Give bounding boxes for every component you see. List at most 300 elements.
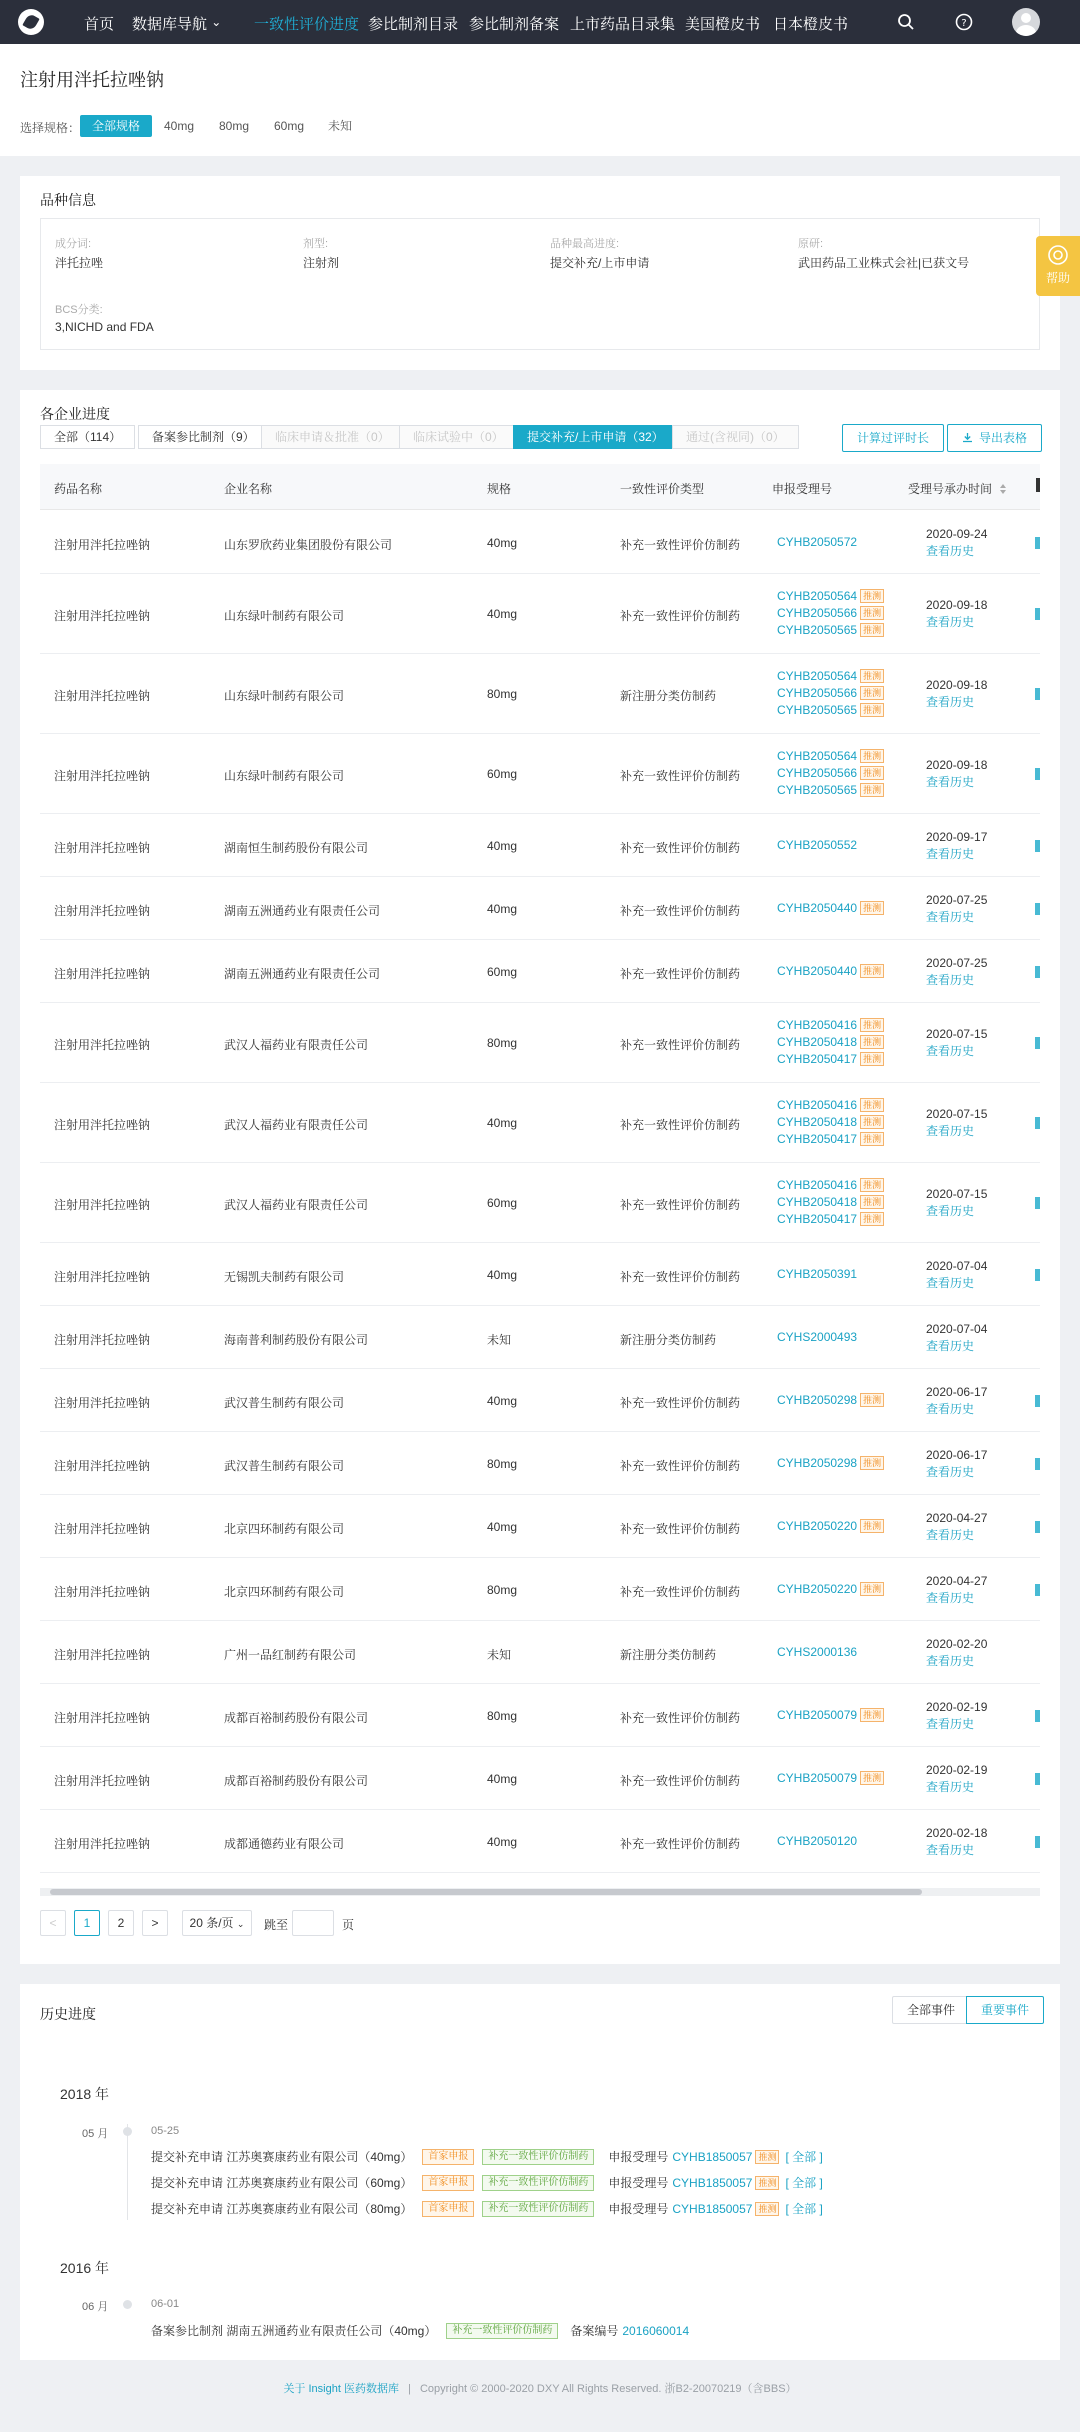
page-2[interactable]: 2 [108, 1910, 134, 1936]
field-key-ingredient: 成分词: [55, 238, 92, 250]
inferred-tag: 推测 [860, 606, 884, 620]
export-label: 导出表格 [979, 431, 1028, 445]
company-name: 湖南恒生制药股份有限公司 [224, 841, 369, 855]
date-cell [926, 1106, 987, 1140]
date-value: 2020-09-18 [926, 758, 988, 772]
date-cell [926, 1636, 987, 1670]
date-value: 2020-06-17 [926, 1448, 988, 1462]
day-05-25: 05-25 [151, 2125, 180, 2137]
view-history-link[interactable]: 查看历史 [926, 615, 975, 629]
date-value: 2020-07-25 [926, 956, 988, 970]
col-edge [1036, 478, 1040, 492]
spec-value: 40mg [487, 1520, 518, 1534]
tab-clinical-trial[interactable]: 临床试验中（0） [399, 425, 518, 449]
inferred-tag: 推测 [860, 1018, 884, 1032]
logo-icon[interactable] [18, 9, 44, 35]
code-item [777, 1131, 884, 1148]
code-link[interactable]: CYHB2050416 [777, 1098, 858, 1112]
all-link[interactable]: [ 全部 ] [785, 2150, 823, 2164]
code-item [777, 782, 884, 799]
table-row [40, 877, 1040, 940]
table-row [40, 1163, 1040, 1243]
inferred-tag: 推测 [860, 703, 884, 717]
type-badge: 补充一致性评价仿制药 [482, 2175, 594, 2191]
code-label: 申报受理号 [608, 2150, 669, 2164]
truncated-column-cell[interactable] [1035, 1458, 1040, 1470]
table-row [40, 1369, 1040, 1432]
next-page-button[interactable]: > [142, 1910, 168, 1936]
code-item [777, 748, 884, 765]
drug-name: 注射用泮托拉唑钠 [54, 1585, 151, 1599]
company-name: 武汉人福药业有限责任公司 [224, 1118, 369, 1132]
code-item [777, 1581, 884, 1598]
tab-clinical-apply[interactable]: 临床申请＆批准（0） [261, 425, 404, 449]
event-text: 备案参比制剂 湖南五洲通药业有限责任公司（40mg） [151, 2324, 437, 2338]
table-row [40, 1306, 1040, 1369]
code-item [777, 668, 884, 685]
company-name: 湖南五洲通药业有限责任公司 [224, 904, 381, 918]
calc-duration-button[interactable]: 计算过评时长 [842, 424, 944, 452]
nav-ref-catalog[interactable]: 参比制剂目录 [368, 16, 459, 33]
eval-type: 补充一致性评价仿制药 [620, 1198, 741, 1212]
col-type[interactable]: 一致性评价类型 [620, 482, 705, 496]
table-row [40, 1558, 1040, 1621]
type-badge: 补充一致性评价仿制药 [482, 2149, 594, 2165]
code-link[interactable]: CYHB2050417 [777, 1212, 858, 1226]
eval-type: 补充一致性评价仿制药 [620, 1038, 741, 1052]
table-row [40, 1083, 1040, 1163]
col-date[interactable] [908, 480, 1007, 497]
inferred-tag: 推测 [860, 783, 884, 797]
view-history-link[interactable]: 查看历史 [926, 1465, 975, 1479]
company-name: 成都百裕制药股份有限公司 [224, 1774, 369, 1788]
truncated-column-cell[interactable] [1035, 1269, 1040, 1281]
code-list [777, 837, 857, 854]
code-link[interactable]: CYHB2050079 [777, 1708, 858, 1722]
truncated-column-cell[interactable] [1035, 840, 1040, 852]
field-form: 注射剂 [303, 256, 340, 270]
footer [0, 2380, 1080, 2396]
company-name: 武汉普生制药有限公司 [224, 1396, 345, 1410]
inferred-tag: 推测 [860, 964, 884, 978]
drug-name: 注射用泮托拉唑钠 [54, 1837, 151, 1851]
col-drug[interactable]: 药品名称 [54, 482, 103, 496]
timeline-dot [123, 2300, 132, 2309]
nav-home[interactable]: 首页 [84, 16, 115, 33]
date-value: 2020-02-18 [926, 1826, 988, 1840]
truncated-column-cell[interactable] [1035, 966, 1040, 978]
eval-type: 新注册分类仿制药 [620, 1333, 717, 1347]
drug-name: 注射用泮托拉唑钠 [54, 1459, 151, 1473]
drug-name: 注射用泮托拉唑钠 [54, 904, 151, 918]
code-link[interactable]: CYHB2050391 [777, 1267, 858, 1281]
company-name: 成都通德药业有限公司 [224, 1837, 345, 1851]
spec-60mg[interactable]: 60mg [274, 119, 305, 133]
code-item [777, 1211, 884, 1228]
date-cell [926, 1447, 987, 1481]
code-list [777, 1707, 884, 1724]
view-history-link[interactable]: 查看历史 [926, 1339, 975, 1353]
all-events-button[interactable]: 全部事件 [892, 1996, 970, 2024]
spec-unknown[interactable]: 未知 [328, 119, 353, 133]
inferred-tag: 推测 [860, 749, 884, 763]
all-link[interactable]: [ 全部 ] [785, 2176, 823, 2190]
col-code[interactable]: 申报受理号 [772, 482, 833, 496]
code-link[interactable]: CYHB2050418 [777, 1195, 858, 1209]
date-cell [926, 1321, 987, 1355]
originator-link[interactable]: 武田药品工业株式会社|已获文号 [798, 256, 970, 270]
code-link[interactable]: CYHB2050564 [777, 589, 858, 603]
code-item [777, 837, 857, 854]
date-value: 2020-09-17 [926, 830, 988, 844]
code-list [777, 588, 884, 639]
company-name: 山东绿叶制药有限公司 [224, 689, 345, 703]
drug-name: 注射用泮托拉唑钠 [54, 1198, 151, 1212]
view-history-link[interactable]: 查看历史 [926, 1654, 975, 1668]
col-company[interactable]: 企业名称 [224, 482, 273, 496]
code-item [777, 963, 884, 980]
spec-value: 40mg [487, 839, 518, 853]
drug-name: 注射用泮托拉唑钠 [54, 1038, 151, 1052]
field-progress: 提交补充/上市申请 [550, 256, 650, 270]
code-link[interactable]: CYHB1850057 [672, 2201, 753, 2216]
code-label: 申报受理号 [608, 2176, 669, 2190]
view-history-link[interactable]: 查看历史 [926, 1591, 975, 1605]
drug-name: 注射用泮托拉唑钠 [54, 1522, 151, 1536]
truncated-column-cell[interactable] [1035, 1836, 1040, 1848]
date-cell [926, 1762, 987, 1796]
eval-type: 新注册分类仿制药 [620, 689, 717, 703]
code-link[interactable]: CYHB2050298 [777, 1393, 858, 1407]
truncated-column-cell[interactable] [1035, 688, 1040, 700]
code-item [777, 1051, 884, 1068]
view-history-link[interactable]: 查看历史 [926, 544, 975, 558]
view-history-link[interactable]: 查看历史 [926, 775, 975, 789]
inferred-tag: 推测 [860, 686, 884, 700]
view-history-link[interactable]: 查看历史 [926, 695, 975, 709]
code-link[interactable]: CYHB2050416 [777, 1178, 858, 1192]
view-history-link[interactable]: 查看历史 [926, 1843, 975, 1857]
important-events-button[interactable]: 重要事件 [966, 1996, 1044, 2024]
inferred-tag: 推测 [860, 1052, 884, 1066]
code-link[interactable]: CYHB2050572 [777, 535, 858, 549]
info-panel [20, 176, 1060, 370]
eval-type: 补充一致性评价仿制药 [620, 769, 741, 783]
date-value: 2020-02-19 [926, 1763, 988, 1777]
spec-value: 80mg [487, 1457, 518, 1471]
prev-page-button[interactable]: < [40, 1910, 66, 1936]
inferred-tag: 推测 [755, 2202, 779, 2216]
inferred-tag: 推测 [860, 901, 884, 915]
help-circle-icon[interactable] [954, 12, 974, 32]
code-item [777, 1177, 884, 1194]
code-item [777, 900, 884, 917]
horizontal-scrollbar[interactable] [40, 1888, 1040, 1896]
date-cell [926, 526, 987, 560]
code-list [777, 1392, 884, 1409]
spec-value: 80mg [487, 1583, 518, 1597]
drug-name: 注射用泮托拉唑钠 [54, 1774, 151, 1788]
table-row [40, 1243, 1040, 1306]
view-history-link[interactable]: 查看历史 [926, 1780, 975, 1794]
code-link[interactable]: CYHB2050565 [777, 783, 858, 797]
truncated-column-cell[interactable] [1035, 1117, 1040, 1129]
code-link[interactable]: CYHB2050416 [777, 1018, 858, 1032]
search-icon[interactable] [896, 12, 916, 32]
page-size-select[interactable] [182, 1910, 252, 1936]
inferred-tag: 推测 [860, 1212, 884, 1226]
drug-name: 注射用泮托拉唑钠 [54, 967, 151, 981]
view-history-link[interactable]: 查看历史 [926, 1717, 975, 1731]
eval-type: 补充一致性评价仿制药 [620, 904, 741, 918]
nav-consistency[interactable]: 一致性评价进度 [254, 16, 360, 33]
inferred-tag: 推测 [860, 1771, 884, 1785]
truncated-column-cell[interactable] [1035, 537, 1040, 549]
truncated-column-cell[interactable] [1035, 903, 1040, 915]
inferred-tag: 推测 [860, 1456, 884, 1470]
code-item [777, 1644, 857, 1661]
event-text: 提交补充申请 江苏奥赛康药业有限公司（80mg） [151, 2202, 413, 2216]
code-link[interactable]: CYHB2050566 [777, 686, 858, 700]
truncated-column-cell[interactable] [1035, 1773, 1040, 1785]
code-list [777, 1097, 884, 1148]
code-link[interactable]: CYHB2050079 [777, 1771, 858, 1785]
page-size-label: 20 条/页 [189, 1916, 234, 1930]
view-history-link[interactable]: 查看历史 [926, 1204, 975, 1218]
code-item [777, 1833, 857, 1850]
nav-listed-drugs[interactable]: 上市药品目录集 [570, 16, 676, 33]
company-name: 山东绿叶制药有限公司 [224, 769, 345, 783]
date-cell [926, 955, 987, 989]
code-item [777, 1034, 884, 1051]
nav-jp-orangebook[interactable]: 日本橙皮书 [773, 16, 849, 33]
date-cell [926, 1384, 987, 1418]
timeline-dot [123, 2127, 132, 2136]
filing-code-link[interactable]: 2016060014 [622, 2323, 690, 2338]
inferred-tag: 推测 [860, 766, 884, 780]
company-name: 北京四环制药有限公司 [224, 1585, 345, 1599]
help-button[interactable] [1036, 236, 1080, 296]
spec-label: 选择规格： [20, 121, 81, 135]
code-link[interactable]: CYHB2050566 [777, 606, 858, 620]
date-cell [926, 1510, 987, 1544]
code-link[interactable]: CYHB1850057 [672, 2175, 753, 2190]
date-value: 2020-06-17 [926, 1385, 988, 1399]
view-history-link[interactable]: 查看历史 [926, 910, 975, 924]
code-link[interactable]: CYHB2050564 [777, 749, 858, 763]
tab-submitted[interactable]: 提交补充/上市申请（32） [513, 425, 678, 449]
copyright: Copyright © 2000-2020 DXY All Rights Reserved. 浙B2-20070219（含BBS） [419, 2383, 797, 2395]
spec-value: 60mg [487, 965, 518, 979]
code-item [777, 765, 884, 782]
spec-40mg[interactable]: 40mg [164, 119, 195, 133]
view-history-link[interactable]: 查看历史 [926, 1276, 975, 1290]
about-link[interactable]: 关于 Insight 医药数据库 [283, 2383, 399, 2395]
truncated-column-cell[interactable] [1035, 1197, 1040, 1209]
code-link[interactable]: CYHB2050220 [777, 1519, 858, 1533]
code-link[interactable]: CYHB2050552 [777, 838, 858, 852]
spec-value: 未知 [487, 1648, 512, 1662]
code-item [777, 1392, 884, 1409]
footer-sep: | [408, 2383, 411, 2395]
sort-icon [999, 484, 1007, 494]
company-name: 武汉人福药业有限责任公司 [224, 1038, 369, 1052]
code-list [777, 1455, 884, 1472]
first-filing-badge: 首家申报 [422, 2149, 474, 2165]
code-list [777, 1177, 884, 1228]
page-1[interactable]: 1 [74, 1910, 100, 1936]
code-link[interactable]: CYHB2050440 [777, 964, 858, 978]
year-2016: 2016 年 [60, 2260, 110, 2276]
view-history-link[interactable]: 查看历史 [926, 1044, 975, 1058]
code-item [777, 588, 884, 605]
table-row [40, 654, 1040, 734]
eval-type: 补充一致性评价仿制药 [620, 1774, 741, 1788]
table-row [40, 1003, 1040, 1083]
nav-db[interactable] [132, 13, 221, 34]
code-item [777, 1770, 884, 1787]
code-label: 申报受理号 [608, 2202, 669, 2216]
code-item [777, 1114, 884, 1131]
company-name: 广州一品红制药有限公司 [224, 1648, 357, 1662]
truncated-column-cell[interactable] [1035, 1584, 1040, 1596]
type-badge: 补充一致性评价仿制药 [482, 2201, 594, 2217]
code-link[interactable]: CYHB2050220 [777, 1582, 858, 1596]
inferred-tag: 推测 [860, 1708, 884, 1722]
scroll-thumb[interactable] [50, 1889, 922, 1895]
view-history-link[interactable]: 查看历史 [926, 847, 975, 861]
event-text: 提交补充申请 江苏奥赛康药业有限公司（40mg） [151, 2150, 413, 2164]
code-link[interactable]: CYHS2000493 [777, 1330, 858, 1344]
eval-type: 补充一致性评价仿制药 [620, 841, 741, 855]
all-link[interactable]: [ 全部 ] [785, 2202, 823, 2216]
view-history-link[interactable]: 查看历史 [926, 1528, 975, 1542]
table-row [40, 1432, 1040, 1495]
company-name: 山东绿叶制药有限公司 [224, 609, 345, 623]
inferred-tag: 推测 [860, 1098, 884, 1112]
view-history-link[interactable]: 查看历史 [926, 1402, 975, 1416]
code-list [777, 1518, 884, 1535]
truncated-column-cell[interactable] [1035, 1395, 1040, 1407]
view-history-link[interactable]: 查看历史 [926, 973, 975, 987]
spec-value: 80mg [487, 687, 518, 701]
date-cell [926, 1825, 987, 1859]
code-link[interactable]: CYHB1850057 [672, 2149, 753, 2164]
eval-type: 补充一致性评价仿制药 [620, 1118, 741, 1132]
code-list [777, 1644, 857, 1661]
svg-text:?: ? [961, 18, 967, 29]
date-value: 2020-04-27 [926, 1511, 988, 1525]
tab-all[interactable]: 全部（114） [40, 425, 135, 449]
code-link[interactable]: CYHB2050417 [777, 1132, 858, 1146]
code-list [777, 1581, 884, 1598]
drug-name: 注射用泮托拉唑钠 [54, 769, 151, 783]
bcs-link[interactable]: 3,NICHD and FDA [55, 320, 154, 334]
event-2016 [151, 2322, 689, 2339]
truncated-column-cell[interactable] [1035, 608, 1040, 620]
table-row [40, 1747, 1040, 1810]
inferred-tag: 推测 [860, 1519, 884, 1533]
code-link[interactable]: CYHB2050440 [777, 901, 858, 915]
spec-value: 未知 [487, 1333, 512, 1347]
eval-type: 补充一致性评价仿制药 [620, 1585, 741, 1599]
date-cell [926, 1699, 987, 1733]
eval-type: 补充一致性评价仿制药 [620, 1837, 741, 1851]
history-event [151, 2174, 823, 2191]
year-2018: 2018 年 [60, 2086, 110, 2102]
help-label: 帮助 [1045, 271, 1070, 285]
export-button[interactable] [947, 424, 1042, 452]
date-value: 2020-07-04 [926, 1259, 988, 1273]
code-link[interactable]: CYHB2050418 [777, 1115, 858, 1129]
eval-type: 新注册分类仿制药 [620, 1648, 717, 1662]
view-history-link[interactable]: 查看历史 [926, 1124, 975, 1138]
help-icon [1047, 244, 1069, 266]
download-icon [962, 432, 973, 443]
drug-name: 注射用泮托拉唑钠 [54, 841, 151, 855]
nav-ref-filing[interactable]: 参比制剂备案 [469, 16, 560, 33]
drug-name: 注射用泮托拉唑钠 [54, 1118, 151, 1132]
col-spec[interactable]: 规格 [487, 482, 512, 496]
code-link[interactable]: CYHB2050298 [777, 1456, 858, 1470]
code-link[interactable]: CYHB2050120 [777, 1834, 858, 1848]
tab-ref-filing[interactable]: 备案参比制剂（9） [138, 425, 269, 449]
code-link[interactable]: CYHB2050566 [777, 766, 858, 780]
avatar[interactable] [1012, 8, 1040, 36]
code-item [777, 685, 884, 702]
jump-input[interactable] [292, 1910, 334, 1936]
first-filing-badge: 首家申报 [422, 2175, 474, 2191]
code-link[interactable]: CYHB2050564 [777, 669, 858, 683]
code-link[interactable]: CYHB2050565 [777, 703, 858, 717]
company-name: 山东罗欣药业集团股份有限公司 [224, 538, 393, 552]
tab-passed[interactable]: 通过(含视同)（0） [672, 425, 799, 449]
code-item [777, 622, 884, 639]
code-link[interactable]: CYHB2050418 [777, 1035, 858, 1049]
spec-value: 80mg [487, 1709, 518, 1723]
jump-label: 跳至 [264, 1918, 289, 1932]
code-link[interactable]: CYHS2000136 [777, 1645, 858, 1659]
nav-us-orangebook[interactable]: 美国橙皮书 [685, 16, 761, 33]
spec-80mg[interactable]: 80mg [219, 119, 250, 133]
code-link[interactable]: CYHB2050565 [777, 623, 858, 637]
spec-all[interactable]: 全部规格 [80, 115, 152, 137]
truncated-column-cell[interactable] [1035, 1710, 1040, 1722]
table-row [40, 1621, 1040, 1684]
code-link[interactable]: CYHB2050417 [777, 1052, 858, 1066]
company-name: 武汉人福药业有限责任公司 [224, 1198, 369, 1212]
spec-value: 40mg [487, 1268, 518, 1282]
eval-type: 补充一致性评价仿制药 [620, 538, 741, 552]
table-row [40, 734, 1040, 814]
eval-type: 补充一致性评价仿制药 [620, 1522, 741, 1536]
month-05: 05 月 [82, 2128, 109, 2140]
company-name: 无锡凯夫制药有限公司 [224, 1270, 345, 1284]
eval-type: 补充一致性评价仿制药 [620, 967, 741, 981]
date-cell [926, 892, 987, 926]
date-value: 2020-04-27 [926, 1574, 988, 1588]
truncated-column-cell[interactable] [1035, 1037, 1040, 1049]
inferred-tag: 推测 [860, 1115, 884, 1129]
truncated-column-cell[interactable] [1035, 1521, 1040, 1533]
code-list [777, 748, 884, 799]
code-list [777, 1329, 857, 1346]
eval-type: 补充一致性评价仿制药 [620, 1711, 741, 1725]
title-bar [0, 44, 1080, 156]
code-list [777, 534, 857, 551]
truncated-column-cell[interactable] [1035, 768, 1040, 780]
timeline-line [127, 2124, 128, 2220]
